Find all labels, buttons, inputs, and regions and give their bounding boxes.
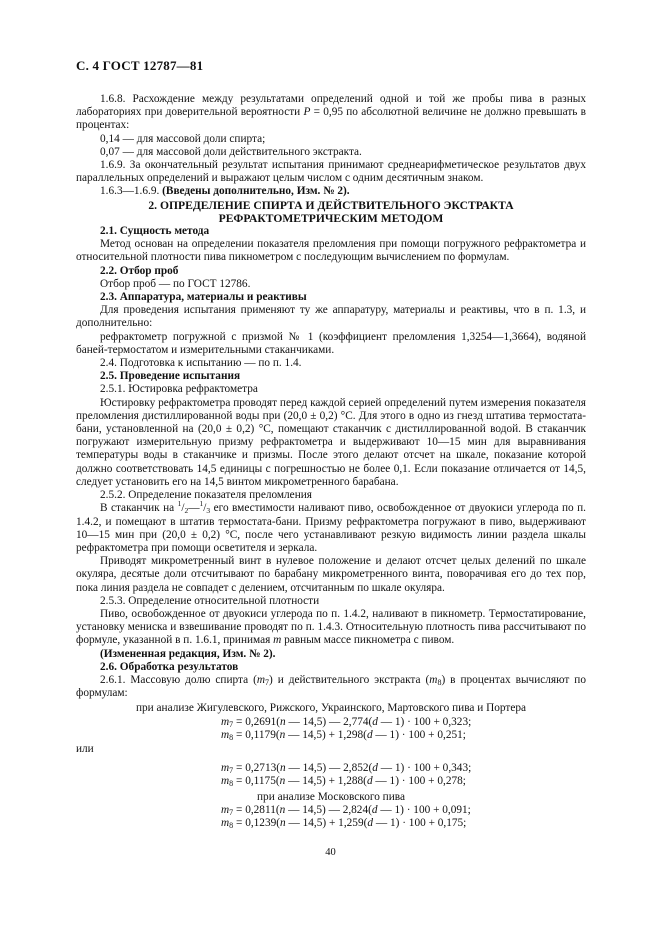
- fraction-range: $^1/_2—^1/_3$: [177, 499, 211, 516]
- text: ) и действительного экстракта (: [269, 673, 430, 686]
- subheading-2-5-3: 2.5.3. Определение относительной плотности: [100, 594, 320, 607]
- paragraph: Приводят микрометренный винт в нулевое положение и делают отсчет целых делений по шкале окуляра, десятые доли отсчитывают по барабану микрометренного винта, поворачивая его до тех пор, пока линия раздела не совпадет с делением, отсчитанным по шкале окуляра.: [76, 555, 586, 594]
- text: 1.6.8. Расхождение между результатами определений одной и той же пробы пива в разных лабораториях при доверительной вероятности: [76, 93, 586, 119]
- var-d: d: [366, 728, 373, 741]
- formula-caption: при анализе Жигулевского, Рижского, Украинского, Мартовского пива и Портера: [135, 702, 527, 715]
- subscript: 7: [229, 766, 234, 776]
- var-d: d: [372, 715, 378, 728]
- subscript: 8: [229, 732, 234, 742]
- fraction-den: 3: [206, 506, 211, 516]
- paragraph: [76, 608, 586, 648]
- var-n: n: [280, 715, 286, 728]
- var-m: m: [429, 673, 438, 686]
- subheading-2-5-1: 2.5.1. Юстировка рефрактометра: [100, 383, 258, 396]
- text: — 1) · 100 + 0,343;: [377, 762, 472, 775]
- paragraph: [76, 499, 587, 555]
- var-n: n: [280, 762, 286, 775]
- var-n: n: [280, 816, 286, 829]
- text: ) в процентах вычисляют по формулам:: [76, 673, 586, 700]
- text: его вместимости наливают пиво, освобожденное от двуокиси углерода по п. 1.4.2, и помещают в штатив термостата-бани. Призму рефрактометра погружают в пиво, выдерживают 10—15 мин при (20,0 ± 0,2) °С, после чего устанавливают резкую видимость линии раздела шкалы рефрактометра при помощи осветителя и зеркала.: [76, 502, 587, 554]
- var-m: m: [221, 775, 230, 788]
- heading-2-3: 2.3. Аппаратура, материалы и реактивы: [100, 291, 307, 304]
- paragraph-2-6-1: [76, 674, 586, 700]
- list-item: 0,07 — для массовой доли действительного экстракта.: [100, 145, 362, 158]
- formula-m7-b: [76, 762, 586, 775]
- heading-2-1: 2.1. Сущность метода: [100, 225, 210, 238]
- text: = 0,1175(: [233, 775, 280, 788]
- paragraph: Метод основан на определении показателя преломления при помощи погружного рефрактометра и относительной плотности пива пикнометром с последующим вычислением по формулам.: [76, 238, 586, 264]
- subscript: 8: [437, 677, 442, 687]
- subscript: 7: [229, 807, 234, 817]
- subheading-2-5-2: 2.5.2. Определение показателя преломления: [100, 489, 312, 502]
- text: Пиво, освобожденное от двуокиси углерода по п. 1.4.2, наливают в пикнометр. Термостатирование, установку мениска и взвешивание проводят по п. 1.4.3. Относительную плотность пива рассчитывают по формуле, указанной в п. 1.6.1, принимая: [76, 607, 586, 647]
- page-header: С. 4 ГОСТ 12787—81: [76, 58, 204, 73]
- var-n: n: [279, 728, 286, 741]
- paragraph: Для проведения испытания применяют ту же аппаратуру, материалы и реактивы, что в п. 1.3, и дополнительно:: [76, 304, 586, 330]
- var-m: m: [221, 728, 230, 741]
- var-m: m: [221, 715, 230, 728]
- text: — 14,5) — 2,824(: [285, 803, 372, 816]
- text: — 14,5) + 1,259(: [285, 816, 368, 829]
- text: 2.6.1. Массовую долю спирта (: [100, 673, 257, 686]
- text: = 0,2811(: [233, 803, 280, 816]
- text: — 1) · 100 + 0,323;: [377, 715, 472, 728]
- section-heading-2: 2. ОПРЕДЕЛЕНИЕ СПИРТА И ДЕЙСТВИТЕЛЬНОГО ЭКСТРАКТА РЕФРАКТОМЕТРИЧЕСКИМ МЕТОДОМ: [148, 198, 514, 225]
- text: — 1) · 100 + 0,251;: [372, 728, 466, 741]
- text: 1.6.3—1.6.9.: [100, 185, 163, 198]
- amendment-note: [76, 185, 586, 198]
- formula-m8-a: [76, 729, 586, 742]
- text: — 14,5) — 2,852(: [285, 762, 373, 775]
- subscript: 7: [265, 677, 270, 687]
- amendment-bold: (Введены дополнительно, Изм. № 2).: [162, 185, 350, 198]
- paragraph: рефрактометр погружной с призмой № 1 (коэффициент преломления 1,3254—1,3664), водяной баней-термостатом и измерительными стаканчиками.: [76, 330, 586, 356]
- text: — 14,5) + 1,298(: [285, 728, 367, 741]
- var-p: P: [303, 106, 311, 119]
- formula-m7-a: [76, 716, 586, 729]
- subscript: 8: [229, 820, 234, 830]
- text: = 0,2713(: [233, 762, 281, 775]
- fraction-num: 1: [199, 499, 204, 509]
- text: — 14,5) — 2,774(: [285, 715, 373, 728]
- heading-2-6: 2.6. Обработка результатов: [100, 660, 239, 673]
- fraction-den: 2: [184, 506, 189, 516]
- var-m: m: [221, 803, 230, 816]
- var-d: d: [371, 803, 378, 816]
- text: — 14,5) + 1,288(: [285, 775, 367, 788]
- var-m: m: [256, 673, 266, 686]
- fraction-num: 1: [177, 499, 182, 509]
- heading-2-5: 2.5. Проведение испытания: [100, 370, 241, 383]
- text: В стаканчик на: [100, 502, 178, 515]
- text: = 0,2691(: [233, 715, 281, 728]
- subscript: 8: [229, 779, 234, 789]
- var-d: d: [366, 775, 373, 788]
- amendment-note: (Измененная редакция, Изм. № 2).: [100, 647, 276, 660]
- paragraph-1-6-8: [76, 93, 586, 133]
- var-m: m: [221, 816, 230, 829]
- text: — 1) · 100 + 0,091;: [377, 803, 471, 816]
- formula-m7-c: [76, 804, 586, 817]
- text: = 0,95 по абсолютной величине не должно превышать в процентах:: [76, 106, 586, 132]
- list-item: 0,14 — для массовой доли спирта;: [100, 132, 266, 145]
- var-n: n: [279, 803, 286, 816]
- text: = 0,1179(: [233, 728, 280, 741]
- paragraph-1-6-9: 1.6.9. За окончательный результат испытания принимают среднеарифметическое результатов двух параллельных определений и выражают целым числом с одним десятичным знаком.: [76, 159, 586, 185]
- subscript: 7: [229, 719, 234, 729]
- var-m: m: [273, 634, 282, 647]
- paragraph: Отбор проб — по ГОСТ 12786.: [100, 277, 251, 290]
- paragraph: 2.4. Подготовка к испытанию — по п. 1.4.: [100, 357, 302, 370]
- page-number: 40: [325, 847, 336, 858]
- or-label: или: [76, 742, 94, 755]
- text: = 0,1239(: [233, 816, 281, 829]
- formula-caption: при анализе Московского пива: [257, 790, 405, 803]
- var-d: d: [367, 816, 374, 829]
- var-d: d: [372, 762, 378, 775]
- var-m: m: [221, 762, 230, 775]
- text: — 1) · 100 + 0,175;: [373, 816, 467, 829]
- text: — 1) · 100 + 0,278;: [372, 775, 466, 788]
- heading-2-2: 2.2. Отбор проб: [100, 264, 179, 277]
- formula-m8-b: [76, 775, 586, 788]
- paragraph: Юстировку рефрактометра проводят перед каждой серией определений путем измерения показателя преломления дистиллированной воды при (20,0 ± 0,2) °С. Для этого в одно из гнезд штатива термостата-бани, установленной на (20,0 ± 0,2) °С, помещают стаканчик с дистиллированной водой. В стаканчик погружают измерительную призму рефрактометра и выдерживают 10—15 мин для выравнивания температуры воды в стаканчике и призмы. После этого делают отсчет на шкале, показание которой должно соответствовать 14,5 единицы с погрешностью не более 0,1. Если показание отличается от 14,5, следует установить его на 14,5 винтом микрометренного барабана.: [76, 396, 586, 488]
- text: равным массе пикнометра с пивом.: [281, 634, 455, 647]
- var-n: n: [279, 775, 286, 788]
- formula-m8-c: [76, 817, 586, 830]
- page-content: [76, 93, 586, 830]
